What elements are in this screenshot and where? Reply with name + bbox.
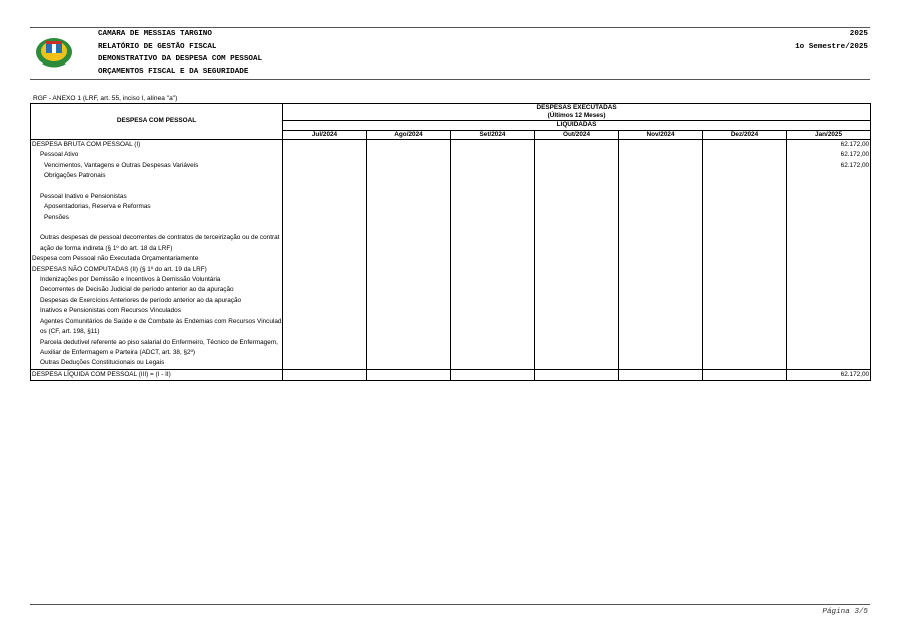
row-label: Despesas de Exercícios Anteriores de período anterior ao da apuração bbox=[31, 296, 283, 306]
row-label: Pensões bbox=[31, 213, 283, 223]
month-value-cell bbox=[451, 150, 535, 160]
table-row bbox=[31, 150, 871, 160]
month-value-cell bbox=[787, 223, 871, 233]
row-label: Inativos e Pensionistas com Recursos Vinculados bbox=[31, 306, 283, 316]
month-value-cell bbox=[703, 139, 787, 150]
month-value-cell bbox=[787, 338, 871, 359]
month-value-cell bbox=[535, 265, 619, 275]
month-value-cell bbox=[283, 161, 367, 171]
table-row bbox=[31, 265, 871, 275]
month-value-cell bbox=[451, 254, 535, 264]
month-value-cell bbox=[535, 369, 619, 380]
month-value-cell: 62.172,00 bbox=[787, 139, 871, 150]
header-report-subtitle: DEMONSTRATIVO DA DESPESA COM PESSOAL bbox=[98, 55, 263, 63]
table-row bbox=[31, 139, 871, 150]
table-row bbox=[31, 285, 871, 295]
month-value-cell bbox=[787, 202, 871, 212]
month-header: Jul/2024 bbox=[283, 130, 367, 139]
month-value-cell bbox=[787, 254, 871, 264]
row-label bbox=[31, 223, 283, 233]
month-value-cell bbox=[535, 233, 619, 254]
month-value-cell bbox=[703, 306, 787, 316]
month-value-cell bbox=[283, 296, 367, 306]
footer-rule bbox=[30, 604, 870, 605]
month-value-cell bbox=[367, 306, 451, 316]
month-value-cell bbox=[703, 202, 787, 212]
row-label: Pessoal Ativo bbox=[31, 150, 283, 160]
group-header-period: (Últimos 12 Meses) bbox=[283, 112, 871, 121]
month-value-cell bbox=[367, 358, 451, 369]
month-value-cell bbox=[451, 275, 535, 285]
header-org-name: CAMARA DE MESSIAS TARGINO bbox=[98, 30, 212, 38]
row-label: DESPESA LÍQUIDA COM PESSOAL (III) = (I - II) bbox=[31, 369, 283, 380]
header-year: 2025 bbox=[849, 30, 868, 38]
header-budget-scope: ORÇAMENTOS FISCAL E DA SEGURIDADE bbox=[98, 67, 249, 76]
table-row bbox=[31, 254, 871, 264]
month-value-cell bbox=[703, 265, 787, 275]
month-value-cell bbox=[619, 306, 703, 316]
month-value-cell bbox=[367, 317, 451, 338]
table-row bbox=[31, 161, 871, 171]
month-value-cell bbox=[451, 161, 535, 171]
month-value-cell bbox=[619, 358, 703, 369]
month-value-cell bbox=[367, 296, 451, 306]
month-value-cell bbox=[703, 150, 787, 160]
month-value-cell bbox=[703, 317, 787, 338]
month-value-cell bbox=[535, 223, 619, 233]
month-value-cell bbox=[787, 233, 871, 254]
month-value-cell bbox=[451, 369, 535, 380]
coat-of-arms-logo bbox=[33, 33, 75, 69]
row-label: Outras despesas de pessoal decorrentes de contratos de terceirização ou de contratação de forma indireta (§ 1º do art. 18 da LRF) bbox=[31, 233, 283, 254]
month-value-cell bbox=[451, 213, 535, 223]
month-value-cell bbox=[619, 338, 703, 359]
row-label: Parcela dedutível referente ao piso salarial do Enfermeiro, Técnico de Enfermagem, Auxiliar de Enfermagem e Parteira (ADCT, art. 38, §2º) bbox=[31, 338, 283, 359]
month-value-cell bbox=[535, 161, 619, 171]
first-column-header: DESPESA COM PESSOAL bbox=[31, 104, 283, 140]
month-value-cell bbox=[535, 358, 619, 369]
month-value-cell bbox=[703, 285, 787, 295]
month-value-cell bbox=[535, 338, 619, 359]
month-value-cell bbox=[619, 150, 703, 160]
month-value-cell bbox=[619, 139, 703, 150]
month-header: Jan/2025 bbox=[787, 130, 871, 139]
month-value-cell bbox=[283, 233, 367, 254]
month-value-cell bbox=[451, 171, 535, 181]
month-value-cell bbox=[283, 181, 367, 191]
annex-label: RGF - ANEXO 1 (LRF, art. 55, inciso I, alínea "a") bbox=[33, 95, 178, 102]
month-value-cell bbox=[451, 192, 535, 202]
month-value-cell bbox=[619, 202, 703, 212]
month-value-cell bbox=[451, 296, 535, 306]
month-value-cell: 62.172,00 bbox=[787, 161, 871, 171]
table-row bbox=[31, 181, 871, 191]
table-row bbox=[31, 213, 871, 223]
month-value-cell bbox=[283, 285, 367, 295]
header-report-title: RELATÓRIO DE GESTÃO FISCAL bbox=[98, 42, 217, 51]
row-label: Decorrentes de Decisão Judicial de período anterior ao da apuração bbox=[31, 285, 283, 295]
row-label: Agentes Comunitários de Saúde e de Combate às Endemias com Recursos Vinculados (CF, art. 198, §11) bbox=[31, 317, 283, 338]
month-value-cell bbox=[367, 369, 451, 380]
month-value-cell bbox=[787, 265, 871, 275]
month-value-cell bbox=[283, 213, 367, 223]
month-value-cell bbox=[283, 192, 367, 202]
month-value-cell bbox=[703, 369, 787, 380]
row-label: DESPESA BRUTA COM PESSOAL (I) bbox=[31, 139, 283, 150]
personnel-expense-table bbox=[30, 103, 871, 381]
month-value-cell bbox=[703, 338, 787, 359]
month-header: Dez/2024 bbox=[703, 130, 787, 139]
month-value-cell bbox=[367, 202, 451, 212]
month-value-cell bbox=[367, 233, 451, 254]
group-header-liquidated: LIQUIDADAS bbox=[283, 121, 871, 130]
month-value-cell bbox=[787, 192, 871, 202]
month-value-cell bbox=[283, 254, 367, 264]
month-value-cell bbox=[367, 265, 451, 275]
month-value-cell bbox=[451, 317, 535, 338]
month-value-cell bbox=[619, 285, 703, 295]
month-value-cell bbox=[451, 223, 535, 233]
month-value-cell bbox=[703, 358, 787, 369]
row-label: Indenizações por Demissão e Incentivos à Demissão Voluntária bbox=[31, 275, 283, 285]
month-value-cell bbox=[283, 369, 367, 380]
month-value-cell bbox=[451, 233, 535, 254]
month-header: Set/2024 bbox=[451, 130, 535, 139]
table-row bbox=[31, 338, 871, 359]
table-row bbox=[31, 223, 871, 233]
month-value-cell bbox=[619, 171, 703, 181]
month-value-cell bbox=[703, 213, 787, 223]
month-value-cell bbox=[787, 275, 871, 285]
row-label: Aposentadorias, Reserva e Reformas bbox=[31, 202, 283, 212]
month-header: Ago/2024 bbox=[367, 130, 451, 139]
month-value-cell bbox=[367, 139, 451, 150]
table-row bbox=[31, 202, 871, 212]
table-row bbox=[31, 317, 871, 338]
month-value-cell bbox=[619, 369, 703, 380]
month-value-cell bbox=[535, 150, 619, 160]
row-label: Despesa com Pessoal não Executada Orçamentariamente bbox=[31, 254, 283, 264]
month-value-cell bbox=[535, 213, 619, 223]
month-value-cell bbox=[367, 181, 451, 191]
month-value-cell bbox=[787, 296, 871, 306]
month-value-cell bbox=[535, 285, 619, 295]
month-value-cell bbox=[535, 171, 619, 181]
month-value-cell bbox=[367, 223, 451, 233]
month-value-cell: 62.172,00 bbox=[787, 150, 871, 160]
month-value-cell bbox=[619, 181, 703, 191]
month-value-cell bbox=[283, 265, 367, 275]
table-row bbox=[31, 171, 871, 181]
month-value-cell bbox=[451, 139, 535, 150]
month-value-cell bbox=[535, 181, 619, 191]
month-value-cell bbox=[619, 296, 703, 306]
month-value-cell bbox=[451, 306, 535, 316]
table-row bbox=[31, 275, 871, 285]
month-header: Out/2024 bbox=[535, 130, 619, 139]
month-value-cell bbox=[703, 161, 787, 171]
month-value-cell bbox=[283, 223, 367, 233]
month-value-cell bbox=[619, 192, 703, 202]
table-row bbox=[31, 306, 871, 316]
month-value-cell bbox=[703, 275, 787, 285]
month-value-cell bbox=[703, 296, 787, 306]
page-number: Página 3/5 bbox=[822, 608, 868, 616]
month-value-cell bbox=[703, 192, 787, 202]
row-label: Outras Deduções Constitucionais ou Legais bbox=[31, 358, 283, 369]
month-value-cell bbox=[535, 275, 619, 285]
month-value-cell bbox=[283, 202, 367, 212]
month-value-cell bbox=[619, 275, 703, 285]
month-value-cell bbox=[619, 317, 703, 338]
month-value-cell bbox=[535, 192, 619, 202]
month-value-cell bbox=[787, 285, 871, 295]
row-label: Vencimentos, Vantagens e Outras Despesas Variáveis bbox=[31, 161, 283, 171]
table-row bbox=[31, 369, 871, 380]
table-row bbox=[31, 358, 871, 369]
month-header: Nov/2024 bbox=[619, 130, 703, 139]
month-value-cell bbox=[283, 275, 367, 285]
month-value-cell bbox=[283, 139, 367, 150]
row-label bbox=[31, 181, 283, 191]
month-value-cell bbox=[283, 306, 367, 316]
row-label: Obrigações Patronais bbox=[31, 171, 283, 181]
month-value-cell bbox=[451, 285, 535, 295]
row-label: DESPESAS NÃO COMPUTADAS (II) (§ 1º do art. 19 da LRF) bbox=[31, 265, 283, 275]
month-value-cell bbox=[535, 202, 619, 212]
table-row bbox=[31, 233, 871, 254]
month-value-cell bbox=[367, 192, 451, 202]
month-value-cell bbox=[451, 338, 535, 359]
month-value-cell bbox=[367, 150, 451, 160]
month-value-cell bbox=[535, 139, 619, 150]
month-value-cell bbox=[787, 317, 871, 338]
month-value-cell bbox=[283, 171, 367, 181]
month-value-cell bbox=[619, 254, 703, 264]
month-value-cell bbox=[787, 306, 871, 316]
month-value-cell bbox=[619, 223, 703, 233]
month-value-cell bbox=[787, 171, 871, 181]
month-value-cell bbox=[283, 338, 367, 359]
month-value-cell bbox=[535, 296, 619, 306]
month-value-cell bbox=[703, 233, 787, 254]
month-value-cell bbox=[283, 358, 367, 369]
month-value-cell bbox=[367, 275, 451, 285]
month-value-cell bbox=[535, 317, 619, 338]
row-label: Pessoal Inativo e Pensionistas bbox=[31, 192, 283, 202]
month-value-cell bbox=[451, 358, 535, 369]
month-value-cell bbox=[703, 254, 787, 264]
month-value-cell bbox=[787, 213, 871, 223]
month-value-cell bbox=[451, 265, 535, 275]
month-value-cell bbox=[703, 181, 787, 191]
month-value-cell bbox=[703, 223, 787, 233]
header-bottom-rule bbox=[30, 79, 870, 80]
month-value-cell bbox=[283, 150, 367, 160]
month-value-cell bbox=[367, 254, 451, 264]
month-value-cell bbox=[619, 265, 703, 275]
month-value-cell bbox=[619, 161, 703, 171]
month-value-cell bbox=[703, 171, 787, 181]
month-value-cell bbox=[283, 317, 367, 338]
month-value-cell bbox=[367, 338, 451, 359]
month-value-cell: 62.172,00 bbox=[787, 369, 871, 380]
month-value-cell bbox=[367, 213, 451, 223]
month-value-cell bbox=[787, 358, 871, 369]
month-value-cell bbox=[619, 233, 703, 254]
month-value-cell bbox=[535, 254, 619, 264]
table-row bbox=[31, 296, 871, 306]
month-value-cell bbox=[367, 171, 451, 181]
month-value-cell bbox=[451, 181, 535, 191]
group-header-executed: DESPESAS EXECUTADAS bbox=[283, 104, 871, 113]
month-value-cell bbox=[787, 181, 871, 191]
month-value-cell bbox=[451, 202, 535, 212]
month-value-cell bbox=[367, 161, 451, 171]
table-row bbox=[31, 192, 871, 202]
month-value-cell bbox=[367, 285, 451, 295]
header-period: 1o Semestre/2025 bbox=[795, 42, 868, 51]
month-value-cell bbox=[535, 306, 619, 316]
month-value-cell bbox=[619, 213, 703, 223]
